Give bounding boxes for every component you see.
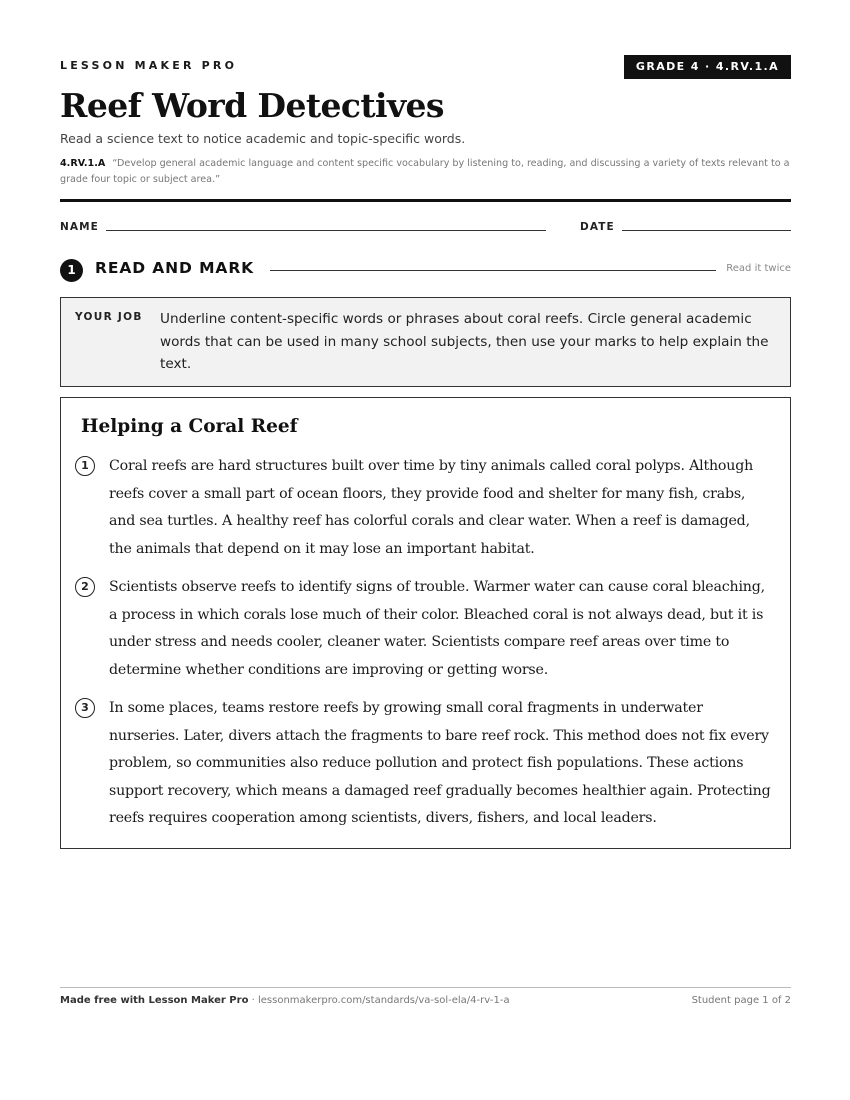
- paragraph-number: 2: [75, 577, 95, 597]
- your-job-instructions: Underline content-specific words or phrases about coral reefs. Circle general academic words that can be used in many school subjects, then use your marks to help explain the text.: [160, 311, 769, 372]
- footer-divider: [60, 987, 791, 988]
- paragraph-text: Scientists observe reefs to identify signs of trouble. Warmer water can cause coral bleaching, a process in which corals lose much of their color. Bleached coral is not always dead, but it is under stress and needs cooler, cleaner water. Scientists compare reef areas over time to determine whether conditions are improving or getting worse.: [109, 579, 765, 678]
- page-subtitle: Read a science text to notice academic and topic-specific words.: [60, 131, 466, 146]
- paragraph-number: 1: [75, 456, 95, 476]
- reading-passage: [60, 397, 791, 849]
- section-note: Read it twice: [726, 263, 791, 274]
- page-title: Reef Word Detectives: [60, 86, 444, 125]
- paragraph-text: Coral reefs are hard structures built over time by tiny animals called coral polyps. Although reefs cover a small part of ocean floors, they provide food and shelter for many fish, crabs, and sea turtles. A healthy reef has colorful corals and clear water. When a reef is damaged, the animals that depend on it may lose an important habitat.: [109, 458, 754, 557]
- header-divider: [60, 199, 791, 202]
- section-title: READ AND MARK: [95, 259, 255, 277]
- worksheet-page: [60, 0, 791, 1100]
- page-indicator: Student page 1 of 2: [691, 995, 791, 1006]
- passage-title: Helping a Coral Reef: [81, 416, 298, 437]
- footer-made-with: Made free with Lesson Maker Pro: [60, 995, 249, 1006]
- your-job-box: [60, 297, 791, 387]
- standard-description: [60, 156, 791, 188]
- date-label: DATE: [580, 221, 615, 233]
- name-label: NAME: [60, 221, 99, 233]
- your-job-label: YOUR JOB: [75, 311, 143, 323]
- top-bar: [60, 55, 791, 79]
- paragraph-number: 3: [75, 698, 95, 718]
- standard-text: “Develop general academic language and content specific vocabulary by listening to, reading, and discussing a variety of texts relevant to a grade four topic or subject area.”: [60, 158, 790, 185]
- footer-credit: [60, 995, 510, 1006]
- grade-badge: GRADE 4 · 4.RV.1.A: [624, 55, 791, 79]
- section-rule: [270, 270, 716, 271]
- paragraph-text: In some places, teams restore reefs by growing small coral fragments in underwater nurseries. Later, divers attach the fragments to bare reef rock. This method does not fix every problem, so communities also reduce pollution and protect fish populations. These actions support recovery, which means a damaged reef gradually becomes healthier again. Protecting reefs requires cooperation among scientists, divers, fishers, and local leaders.: [109, 700, 771, 826]
- section-header: [60, 258, 791, 282]
- brand-name: LESSON MAKER PRO: [60, 59, 238, 72]
- date-field[interactable]: [622, 230, 791, 231]
- section-number: 1: [60, 259, 83, 282]
- standard-code: 4.RV.1.A: [60, 158, 106, 169]
- name-field[interactable]: [106, 230, 546, 231]
- footer-url[interactable]: · lessonmakerpro.com/standards/va-sol-ela/4-rv-1-a: [248, 995, 510, 1006]
